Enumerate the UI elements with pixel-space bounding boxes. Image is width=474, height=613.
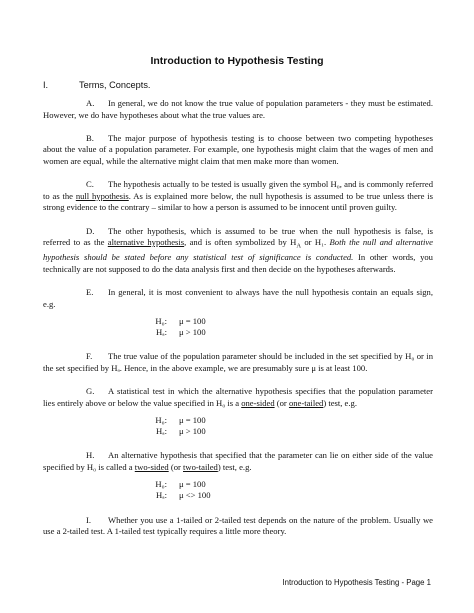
- paragraph-label: D.: [86, 225, 95, 236]
- hypothesis-alt: [43, 490, 433, 501]
- paragraph-label: E.: [86, 287, 94, 298]
- paragraph-e: [43, 287, 433, 310]
- hypothesis-key: H₀:: [155, 316, 167, 326]
- hypothesis-key: Hₐ:: [156, 426, 167, 437]
- paragraph-text: The true value of the population parameter should be included in the set specified by H₀ or in the set specified by Hₐ. Hence, in the above example, we are presumably sure μ is at least 100.: [43, 351, 433, 373]
- paragraph-label: I.: [86, 514, 92, 525]
- hypothesis-value: μ = 100: [179, 479, 206, 490]
- paragraph-text: . As is explained more below, the null hypothesis is assumed to be true unless there is strong evidence to the contrary – similar to how a person is assumed to be innocent until proven guilty.: [43, 190, 433, 213]
- hypothesis-block-e: [43, 316, 433, 338]
- hypothesis-value: μ = 100: [179, 316, 206, 326]
- paragraph-h: [43, 450, 433, 473]
- hypothesis-block-h: [43, 479, 433, 501]
- paragraph-text: ) test, e.g.: [323, 397, 357, 408]
- term-two-sided: two-sided: [134, 461, 169, 472]
- paragraph-label: A.: [86, 98, 95, 108]
- term-one-tailed: one-tailed: [288, 397, 324, 408]
- page-footer: Introduction to Hypothesis Testing - Page 1: [282, 578, 431, 587]
- hypothesis-value: μ = 100: [179, 414, 206, 425]
- paragraph-label: B.: [86, 132, 94, 143]
- paragraph-label: C.: [86, 179, 94, 190]
- paragraph-text: The major purpose of hypothesis testing is to choose between two competing hypotheses about the value of a population parameter. For example, one hypothesis might claim that the wages of men and women are equal, while the alternative might claim that men make more than women.: [43, 132, 433, 166]
- paragraph-text: In general, we do not know the true value of population parameters - they must be estimated. However, we do have hypotheses about what the true values are.: [43, 98, 433, 120]
- paragraph-text: or H₁.: [301, 237, 330, 248]
- paragraph-text: The hypothesis actually to be tested is usually given the symbol H₀, and is commonly referred to as the: [43, 179, 433, 201]
- paragraph-label: F.: [86, 351, 93, 362]
- paragraph-text: A statistical test in which the alternative hypothesis specifies that the population parameter lies entirely above or below the value specified in H₀ is a: [43, 386, 433, 408]
- hypothesis-value: μ > 100: [179, 426, 206, 437]
- paragraph-text: In other words, you technically are not supposed to do the data analysis first and then decide on the hypotheses afterwards.: [43, 252, 433, 275]
- hypothesis-null: [43, 479, 433, 490]
- hypothesis-key: Hₐ:: [156, 490, 167, 501]
- term-alternative-hypothesis: alternative hypothesis: [107, 237, 185, 248]
- hypothesis-null: [43, 316, 433, 327]
- section-title: Terms, Concepts.: [79, 80, 151, 90]
- hypothesis-alt: [43, 327, 433, 338]
- hypothesis-value: μ <> 100: [179, 490, 211, 501]
- hypothesis-alt: [43, 426, 433, 437]
- paragraph-f: [43, 351, 433, 374]
- section-number: I.: [43, 80, 49, 90]
- paragraph-text: In general, it is most convenient to always have the null hypothesis contain an equals sign, e.g.: [43, 287, 433, 309]
- hypothesis-value: μ > 100: [179, 327, 206, 338]
- paragraph-d: [43, 226, 433, 276]
- paragraph-label: H.: [86, 450, 95, 461]
- paragraph-g: [43, 386, 433, 409]
- paragraph-label: G.: [86, 386, 95, 397]
- emphasis-text: Both the null and alternative hypothesis should be stated before any statistical test of significance is conducted.: [43, 237, 433, 263]
- hypothesis-key: H₀:: [155, 479, 167, 490]
- paragraph-text: ) test, e.g.: [217, 461, 252, 472]
- hypothesis-key: H₀:: [155, 414, 167, 425]
- paragraph-text: (or: [168, 461, 184, 472]
- paragraph-b: [43, 133, 433, 168]
- subscript: A: [296, 242, 302, 250]
- paragraph-text: , and is often symbolized by H: [184, 237, 297, 248]
- hypothesis-block-g: [43, 415, 433, 437]
- paragraph-c: [43, 179, 433, 214]
- paragraph-text: Whether you use a 1-tailed or 2-tailed test depends on the nature of the problem. Usually we use a 2-tailed test. A 1-tailed test typically requires a little more theory.: [43, 514, 433, 537]
- term-null-hypothesis: null hypothesis: [75, 190, 129, 201]
- section-heading: [43, 80, 150, 90]
- paragraph-text: An alternative hypothesis that specified that the parameter can lie on either side of the value specified by H₀ is called a: [43, 450, 433, 472]
- term-two-tailed: two-tailed: [183, 461, 218, 472]
- document-body: [43, 98, 433, 549]
- paragraph-a: [43, 98, 433, 121]
- term-one-sided: one-sided: [241, 397, 275, 408]
- paragraph-text: The other hypothesis, which is assumed to be true when the null hypothesis is false, is referred to as the: [43, 225, 433, 248]
- paragraph-text: (or: [274, 397, 289, 408]
- document-title: Introduction to Hypothesis Testing: [150, 55, 324, 67]
- paragraph-i: [43, 515, 433, 538]
- hypothesis-key: Hₐ:: [156, 327, 167, 338]
- hypothesis-null: [43, 415, 433, 426]
